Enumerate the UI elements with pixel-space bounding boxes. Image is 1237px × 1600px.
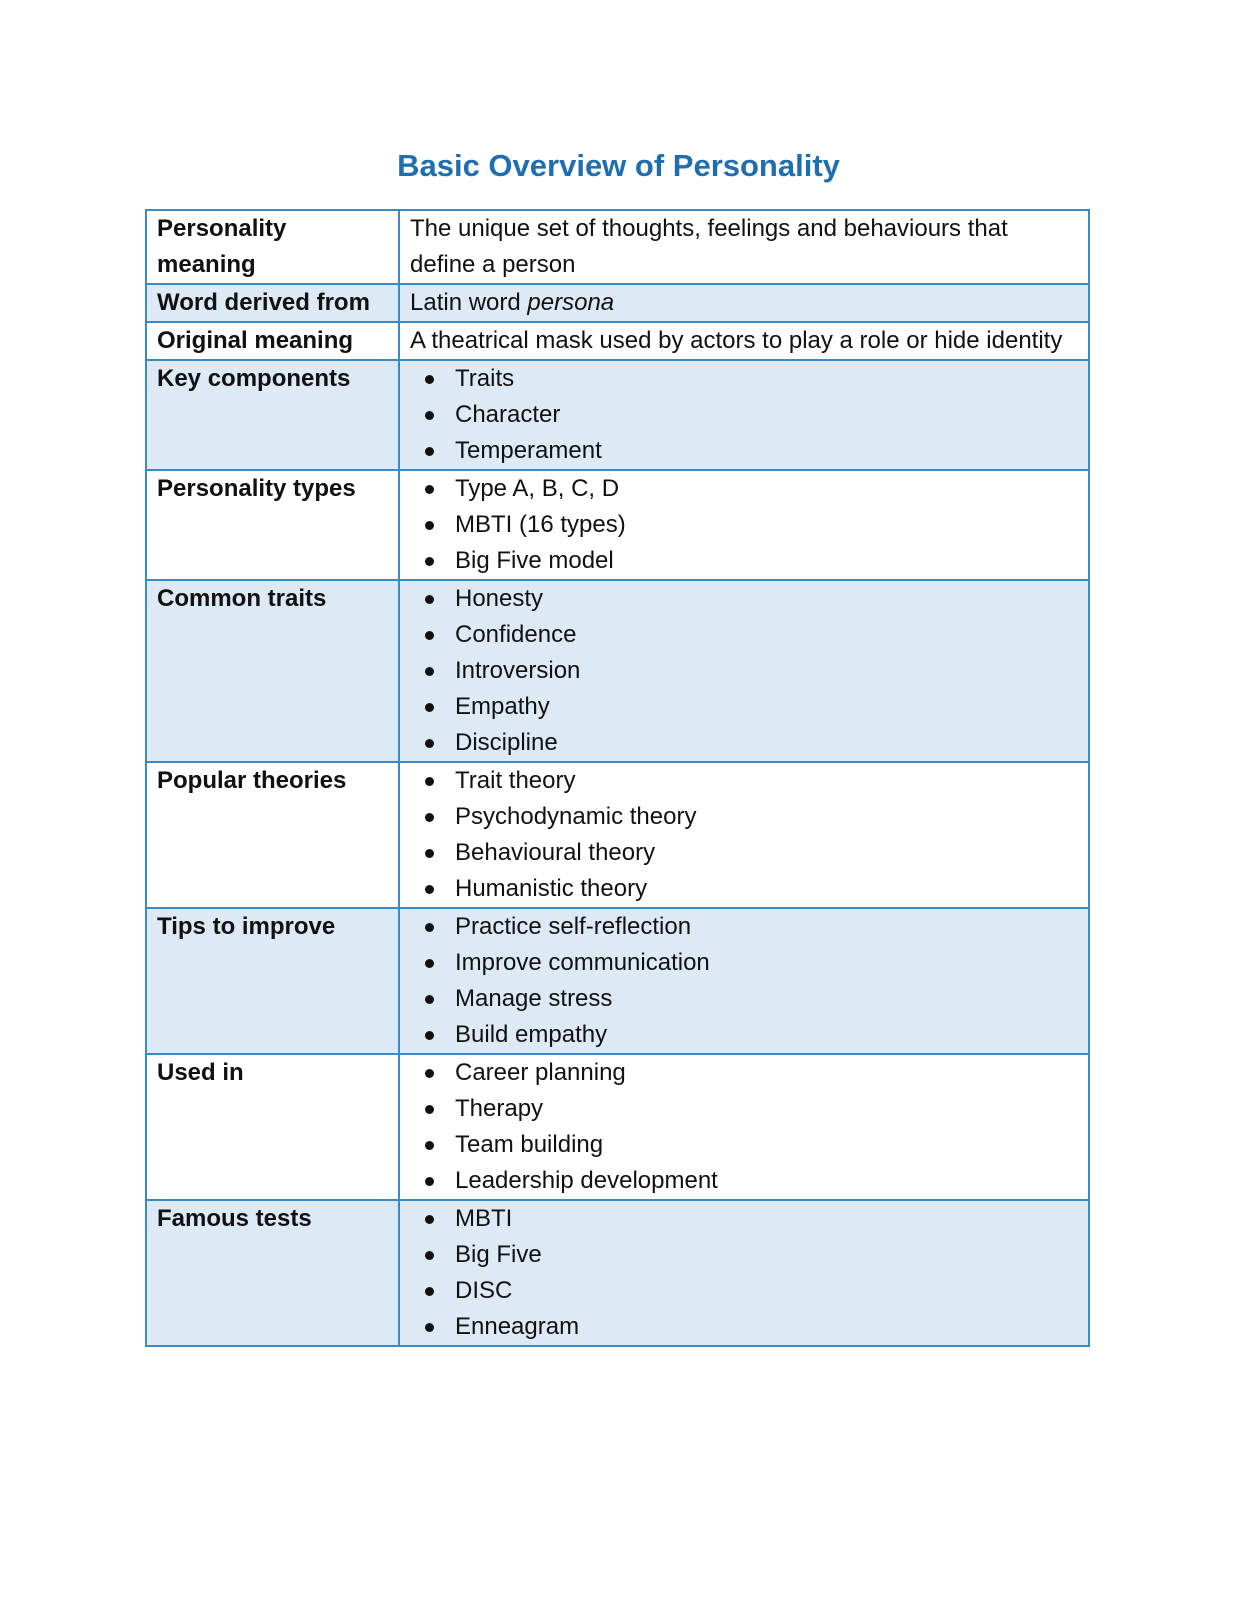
- list-item: Team building: [410, 1127, 1078, 1163]
- list-item: Enneagram: [410, 1309, 1078, 1345]
- table-row: [146, 322, 1089, 360]
- row-value: [399, 470, 1089, 580]
- table-row: [146, 762, 1089, 908]
- table-row: [146, 210, 1089, 284]
- row-label: Personality meaning: [146, 210, 399, 284]
- row-value: [399, 1200, 1089, 1346]
- list-item: Empathy: [410, 689, 1078, 725]
- row-value: [399, 762, 1089, 908]
- table-row: [146, 908, 1089, 1054]
- list-item: Leadership development: [410, 1163, 1078, 1199]
- list-item: Behavioural theory: [410, 835, 1078, 871]
- list-item: Honesty: [410, 581, 1078, 617]
- list-item: Discipline: [410, 725, 1078, 761]
- table-row: [146, 470, 1089, 580]
- table-row: [146, 1054, 1089, 1200]
- list-item: Big Five model: [410, 543, 1078, 579]
- row-value: [399, 908, 1089, 1054]
- list-item: Humanistic theory: [410, 871, 1078, 907]
- row-label: Popular theories: [146, 762, 399, 908]
- list-item: Character: [410, 397, 1078, 433]
- bullet-list: [410, 909, 1078, 1053]
- bullet-list: [410, 1055, 1078, 1199]
- row-label: Common traits: [146, 580, 399, 762]
- row-value: [399, 580, 1089, 762]
- value-prefix: Latin word: [410, 289, 528, 316]
- bullet-list: [410, 581, 1078, 761]
- list-item: Therapy: [410, 1091, 1078, 1127]
- row-value: [399, 1054, 1089, 1200]
- page-title: Basic Overview of Personality: [397, 148, 840, 183]
- row-value: [399, 284, 1089, 322]
- table-row: [146, 580, 1089, 762]
- row-label: Key components: [146, 360, 399, 470]
- value-emphasis: persona: [527, 289, 615, 316]
- row-value: The unique set of thoughts, feelings and behaviours that define a person: [399, 210, 1089, 284]
- row-label: Original meaning: [146, 322, 399, 360]
- list-item: Temperament: [410, 433, 1078, 469]
- bullet-list: [410, 763, 1078, 907]
- row-label: Personality types: [146, 470, 399, 580]
- table-row: [146, 284, 1089, 322]
- bullet-list: [410, 471, 1078, 579]
- list-item: Confidence: [410, 617, 1078, 653]
- list-item: Manage stress: [410, 981, 1078, 1017]
- bullet-list: [410, 1201, 1078, 1345]
- row-label: Tips to improve: [146, 908, 399, 1054]
- row-label: Famous tests: [146, 1200, 399, 1346]
- list-item: Improve communication: [410, 945, 1078, 981]
- row-value: [399, 360, 1089, 470]
- row-label: Used in: [146, 1054, 399, 1200]
- overview-table: [145, 209, 1090, 1347]
- list-item: Practice self-reflection: [410, 909, 1078, 945]
- list-item: DISC: [410, 1273, 1078, 1309]
- list-item: Build empathy: [410, 1017, 1078, 1053]
- bullet-list: [410, 361, 1078, 469]
- list-item: MBTI (16 types): [410, 507, 1078, 543]
- list-item: MBTI: [410, 1201, 1078, 1237]
- row-label: Word derived from: [146, 284, 399, 322]
- list-item: Career planning: [410, 1055, 1078, 1091]
- list-item: Psychodynamic theory: [410, 799, 1078, 835]
- list-item: Type A, B, C, D: [410, 471, 1078, 507]
- row-value: A theatrical mask used by actors to play a role or hide identity: [399, 322, 1089, 360]
- table-row: [146, 1200, 1089, 1346]
- list-item: Big Five: [410, 1237, 1078, 1273]
- list-item: Traits: [410, 361, 1078, 397]
- table-row: [146, 360, 1089, 470]
- list-item: Introversion: [410, 653, 1078, 689]
- list-item: Trait theory: [410, 763, 1078, 799]
